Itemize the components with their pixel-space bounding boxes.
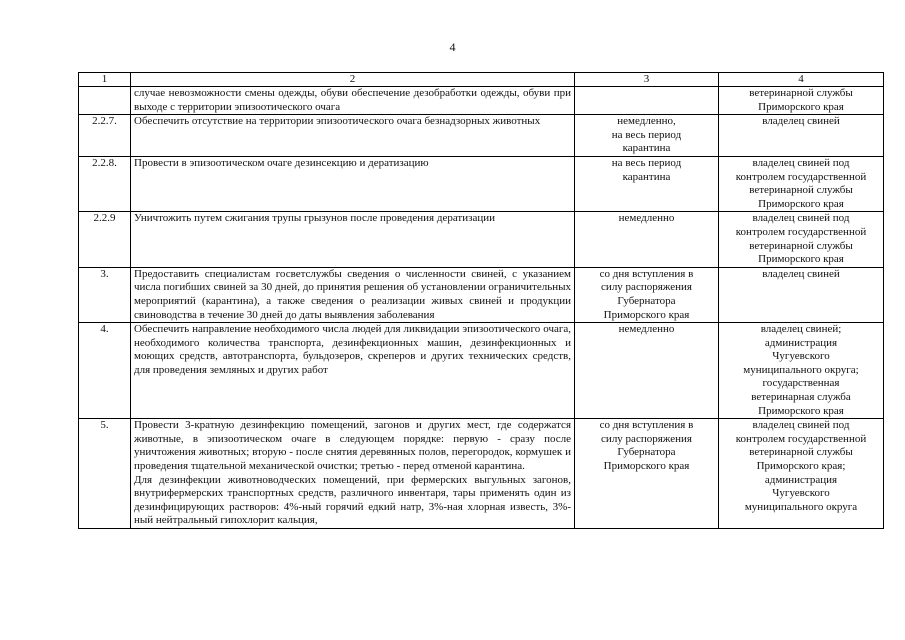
responsible-line: владелец свиней под (752, 212, 850, 225)
responsible-line: Чугуевского (772, 350, 830, 363)
measure-paragraph: Предоставить специалистам госветслужбы сведения о численности свиней, с указанием числа погибших свиней за 30 дней, до принятия решения об установлении ограничительных мероприятий (карантина), а также сведения о реализации живых свиней и продукции свиноводства в течение 30 дней до даты выявления заболевания (134, 267, 571, 321)
responsible-cell (719, 156, 884, 211)
responsible-cell (719, 87, 884, 115)
term-line: Губернатора (617, 294, 676, 307)
row-number (79, 87, 131, 115)
responsible-line: Приморского края (758, 404, 844, 417)
responsible-line: контролем государственной (735, 432, 867, 445)
responsible-line: ветеринарной службы (749, 184, 853, 197)
measure-text (131, 115, 575, 157)
term-line: на весь период (611, 156, 682, 169)
term-line: немедленно, (617, 115, 676, 128)
responsible-cell (719, 323, 884, 419)
term-line: силу распоряжения (601, 281, 692, 294)
measure-text (131, 87, 575, 115)
measure-paragraph: Уничтожить путем сжигания трупы грызунов после проведения дератизации (134, 212, 496, 225)
row-number: 4. (79, 323, 131, 419)
responsible-line: владелец свиней (762, 267, 840, 280)
measure-paragraph: Обеспечить отсутствие на территории эпизоотического очага безнадзорных животных (134, 115, 541, 128)
table-row (79, 115, 884, 157)
term-line: силу распоряжения (601, 432, 692, 445)
term-line: немедленно (618, 212, 675, 225)
responsible-line: Приморского края (758, 100, 844, 113)
measure-paragraph: Провести 3-кратную дезинфекцию помещений, загонов и других мест, где содержатся животные, в эпизоотическом очаге в следующем порядке: первую - сразу после уничтожения животных; вторую - после снятия деревянных полов, перегородок, кормушек и проведения тщательной механической очистки; третью - перед отменой карантина. (134, 419, 571, 473)
table-row (79, 156, 884, 211)
table-row (79, 419, 884, 529)
table-row (79, 87, 884, 115)
term-cell (575, 87, 719, 115)
responsible-line: ветеринарной службы (749, 239, 853, 252)
measure-text (131, 156, 575, 211)
responsible-line: ветеринарной службы (749, 87, 853, 99)
responsible-cell (719, 419, 884, 529)
page-number: 4 (449, 40, 456, 54)
term-cell (575, 115, 719, 157)
table-row (79, 267, 884, 322)
responsible-line: контролем государственной (735, 170, 867, 183)
header-cell-3: 3 (575, 73, 719, 87)
responsible-line: владелец свиней под (752, 156, 850, 169)
term-line: Губернатора (617, 446, 676, 459)
responsible-line: владелец свиней; (760, 323, 842, 336)
term-cell (575, 267, 719, 322)
measure-text (131, 267, 575, 322)
measure-paragraph: Для дезинфекции животноводческих помещений, при фермерских выгульных загонов, внутрифермерских транспортных средств, различного инвентаря, тары применять один из дезинфицирующих растворов: 4%-ный горячий едкий натр, 3%-ная хлорная известь, 3%-ный нейтральный гипохлорит кальция, (134, 473, 571, 527)
table-header-row (79, 73, 884, 87)
responsible-line: муниципального округа (744, 500, 858, 513)
table-row (79, 212, 884, 267)
term-cell (575, 156, 719, 211)
responsible-cell (719, 212, 884, 267)
responsible-line: ветеринарной службы (749, 446, 853, 459)
term-line: Приморского края (603, 308, 690, 321)
responsible-line: Приморского края (758, 197, 844, 210)
row-number: 2.2.8. (79, 156, 131, 211)
header-cell-4: 4 (719, 73, 884, 87)
responsible-cell (719, 267, 884, 322)
row-number: 3. (79, 267, 131, 322)
responsible-cell (719, 115, 884, 157)
term-line: на весь период (611, 128, 682, 141)
row-number: 5. (79, 419, 131, 529)
measure-paragraph: случае невозможности смены одежды, обуви обеспечение дезобработки одежды, обуви при выходе с территории эпизоотического очага (134, 87, 571, 113)
header-cell-2: 2 (131, 73, 575, 87)
row-number: 2.2.9 (79, 212, 131, 267)
measure-text (131, 419, 575, 529)
term-line: немедленно (618, 323, 675, 336)
responsible-line: Чугуевского (772, 487, 830, 500)
term-line: Приморского края (603, 460, 690, 473)
responsible-line: Приморского края (758, 253, 844, 266)
term-line: со дня вступления в (599, 267, 694, 280)
measure-text (131, 212, 575, 267)
term-line: карантина (622, 142, 671, 155)
measure-paragraph: Обеспечить направление необходимого числа людей для ликвидации эпизоотического очага, необходимого количества транспорта, дезинфекционных машин, дезинфекционных и моющих средств, автотранспорта, бульдозеров, скреперов и других технических средств, для проведения земляных и других работ (134, 323, 571, 376)
responsible-line: владелец свиней (762, 115, 840, 128)
responsible-line: администрация (764, 473, 838, 486)
table-row (79, 323, 884, 419)
measures-table (78, 72, 884, 529)
responsible-line: государственная (762, 377, 840, 390)
term-line: со дня вступления в (599, 419, 694, 432)
responsible-line: муниципального округа; (743, 363, 859, 376)
measure-text (131, 323, 575, 419)
responsible-line: администрация (764, 336, 838, 349)
responsible-line: контролем государственной (735, 225, 867, 238)
term-line: карантина (622, 170, 671, 183)
term-cell (575, 212, 719, 267)
responsible-line: владелец свиней под (752, 419, 850, 432)
row-number: 2.2.7. (79, 115, 131, 157)
measure-paragraph: Провести в эпизоотическом очаге дезинсекцию и дератизацию (134, 156, 429, 169)
responsible-line: ветеринарная служба (751, 391, 851, 404)
header-cell-1: 1 (79, 73, 131, 87)
responsible-line: Приморского края; (756, 460, 846, 473)
term-cell (575, 323, 719, 419)
term-cell (575, 419, 719, 529)
